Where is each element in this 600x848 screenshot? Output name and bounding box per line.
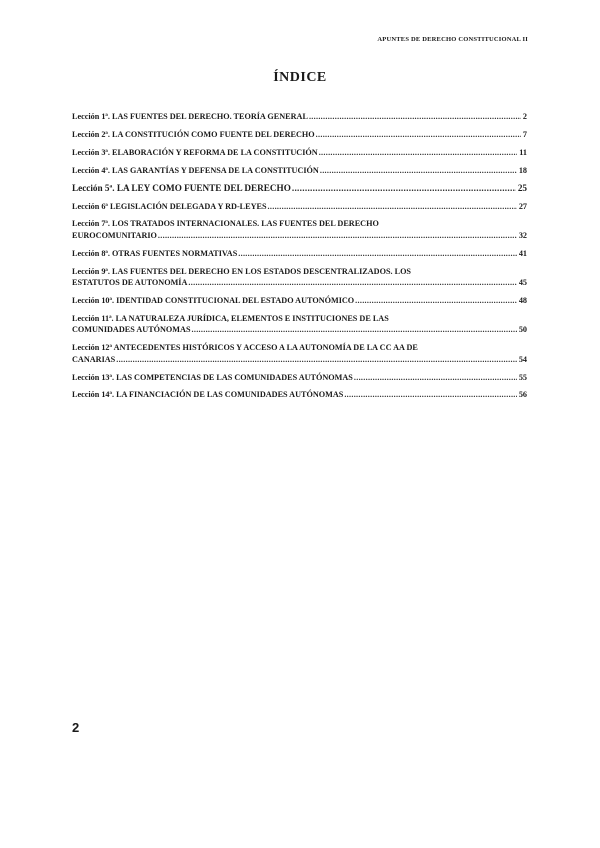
- toc-title: LA CONSTITUCIÓN COMO FUENTE DEL DERECHO: [111, 129, 315, 139]
- toc-entry-5[interactable]: [72, 183, 527, 194]
- toc-lesson-label: Lección 12ª: [72, 343, 112, 353]
- toc-page-number: 2: [522, 112, 527, 121]
- toc-lesson-label: Lección 6ª: [72, 201, 108, 211]
- toc-page-number: 27: [518, 201, 527, 211]
- toc-title: IDENTIDAD CONSTITUCIONAL DEL ESTADO AUTONÓMICO: [116, 295, 355, 305]
- running-header: APUNTES DE DERECHO CONSTITUCIONAL II: [377, 36, 528, 43]
- toc-page-number: 25: [517, 182, 527, 193]
- table-of-contents: [72, 111, 527, 407]
- toc-title: LAS FUENTES DEL DERECHO EN LOS ESTADOS DESCENTRALIZADOS. LOS: [111, 266, 411, 276]
- toc-page-number: 54: [518, 354, 527, 364]
- toc-entry-13[interactable]: [72, 372, 527, 383]
- toc-title: OTRAS FUENTES NORMATIVAS: [111, 248, 238, 258]
- toc-page-number: 45: [518, 278, 527, 288]
- toc-page-number: 7: [522, 129, 527, 139]
- toc-title: ELABORACIÓN Y REFORMA DE LA CONSTITUCIÓN: [111, 147, 318, 157]
- toc-entry-9[interactable]: [72, 266, 527, 289]
- toc-entry-14[interactable]: [72, 389, 527, 400]
- toc-lesson-label: Lección 14ª.: [72, 390, 115, 400]
- toc-entry-4[interactable]: [72, 165, 527, 176]
- toc-page-number: 41: [518, 248, 527, 258]
- toc-lesson-label: Lección 10ª.: [72, 295, 115, 305]
- toc-entry-3[interactable]: [72, 147, 527, 158]
- toc-title: LEGISLACIÓN DELEGADA Y RD-LEYES: [109, 201, 267, 211]
- toc-page-number: 56: [518, 390, 527, 400]
- toc-page-number: 18: [518, 165, 527, 175]
- toc-title: ANTECEDENTES HISTÓRICOS Y ACCESO A LA AUTONOMÍA DE LA CC AA DE: [113, 343, 418, 353]
- toc-entry-10[interactable]: [72, 295, 527, 306]
- toc-entry-11[interactable]: [72, 313, 527, 336]
- toc-lesson-label: Lección 4ª.: [72, 165, 110, 175]
- toc-lesson-label: Lección 2ª.: [72, 129, 110, 139]
- toc-title: LAS FUENTES DEL DERECHO. TEORÍA GENERAL: [111, 112, 308, 121]
- toc-entry-7[interactable]: [72, 218, 527, 241]
- toc-title: LOS TRATADOS INTERNACIONALES. LAS FUENTES DEL DERECHO: [111, 219, 379, 229]
- toc-entry-8[interactable]: [72, 248, 527, 259]
- toc-lesson-label: Lección 9ª.: [72, 266, 110, 276]
- toc-title-continued: ESTATUTOS DE AUTONOMÍA: [72, 278, 188, 288]
- toc-page-number: 32: [518, 230, 527, 240]
- toc-lesson-label: Lección 5ª.: [72, 182, 115, 193]
- page-title: ÍNDICE: [273, 70, 327, 85]
- toc-page-number: 48: [518, 295, 527, 305]
- toc-lesson-label: Lección 13ª.: [72, 372, 115, 382]
- toc-entry-2[interactable]: [72, 129, 527, 140]
- toc-title: LA NATURALEZA JURÍDICA, ELEMENTOS E INSTITUCIONES DE LAS: [115, 313, 389, 323]
- toc-page-number: 11: [519, 147, 527, 157]
- toc-lesson-label: Lección 1ª.: [72, 112, 110, 121]
- toc-lesson-label: Lección 7ª.: [72, 219, 110, 229]
- toc-title: LAS COMPETENCIAS DE LAS COMUNIDADES AUTÓNOMAS: [116, 372, 353, 382]
- toc-page-number: 50: [518, 325, 527, 335]
- toc-lesson-label: Lección 3ª.: [72, 147, 110, 157]
- toc-entry-6[interactable]: [72, 201, 527, 212]
- toc-title-continued: COMUNIDADES AUTÓNOMAS: [72, 325, 191, 335]
- toc-entry-1[interactable]: [72, 111, 527, 122]
- toc-title: LA FINANCIACIÓN DE LAS COMUNIDADES AUTÓNOMAS: [116, 390, 344, 400]
- toc-title-continued: EUROCOMUNITARIO: [72, 230, 157, 240]
- page-number: 2: [72, 720, 80, 735]
- toc-lesson-label: Lección 8ª.: [72, 248, 110, 258]
- toc-title: LA LEY COMO FUENTE DEL DERECHO: [116, 182, 291, 193]
- toc-page-number: 55: [518, 372, 527, 382]
- toc-lesson-label: Lección 11ª.: [72, 313, 114, 323]
- toc-entry-12[interactable]: [72, 342, 527, 365]
- toc-title-continued: CANARIAS: [72, 354, 116, 364]
- toc-title: LAS GARANTÍAS Y DEFENSA DE LA CONSTITUCIÓN: [111, 165, 319, 175]
